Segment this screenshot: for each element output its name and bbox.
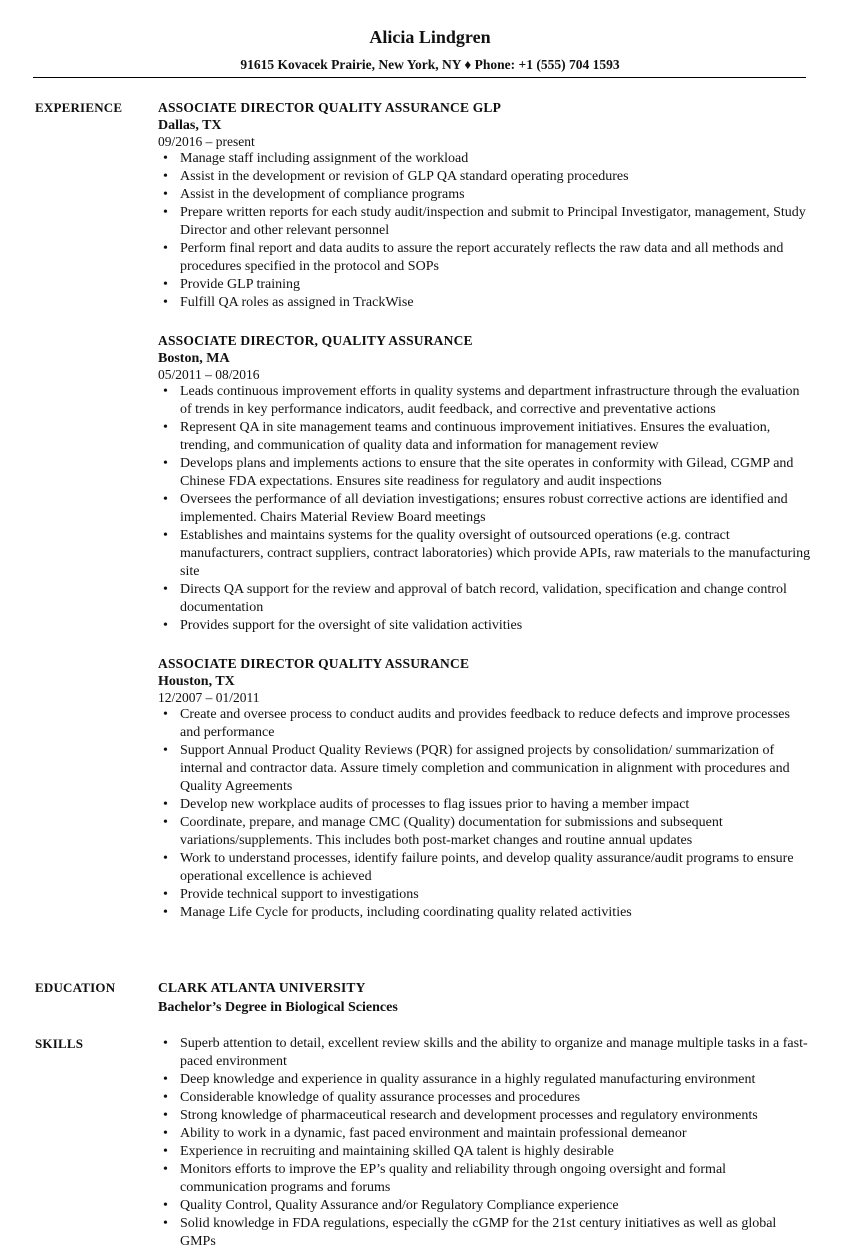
bullet-item: • Leads continuous improvement efforts in quality systems and department infrastructure through the evaluation of trends in key performance indicators, audit feedback, and corrective and preventative actions <box>158 383 813 419</box>
skill-item: • Deep knowledge and experience in quality assurance in a highly regulated manufacturing environment <box>158 1071 813 1089</box>
job-bullets <box>158 150 813 312</box>
bullet-item: • Coordinate, prepare, and manage CMC (Quality) documentation for submissions and subsequent variations/supplements. This includes both post-market changes and routine annual updates <box>158 814 813 850</box>
bullet-item: • Directs QA support for the review and approval of batch record, validation, specification and change control documentation <box>158 581 813 617</box>
bullet-item: • Oversees the performance of all deviation investigations; ensures robust corrective actions are identified and implemented. Chairs Material Review Board meetings <box>158 491 813 527</box>
skill-item: • Monitors efforts to improve the EP’s quality and reliability through ongoing oversight and formal communication programs and forums <box>158 1161 813 1197</box>
skill-item: • Solid knowledge in FDA regulations, especially the cGMP for the 21st century initiatives as well as global GMPs <box>158 1215 813 1251</box>
job-entry <box>158 99 813 312</box>
education-label: EDUCATION <box>35 980 116 995</box>
job-title: ASSOCIATE DIRECTOR QUALITY ASSURANCE <box>158 656 470 671</box>
bullet-item: • Support Annual Product Quality Reviews (PQR) for assigned projects by consolidation/ summarization of internal and contractor data. Assure timely completion and communication in alignment with procedures and Quality Agreements <box>158 742 813 796</box>
contact-line: 91615 Kovacek Prairie, New York, NY ♦ Phone: +1 (555) 704 1593 <box>240 57 620 72</box>
job-dates: 12/2007 – 01/2011 <box>158 690 260 705</box>
bullet-item: • Represent QA in site management teams and continuous improvement initiatives. Ensures the evaluation, trending, and communication of quality data and information for management review <box>158 419 813 455</box>
skill-item: • Considerable knowledge of quality assurance processes and procedures <box>158 1089 813 1107</box>
bullet-item: • Provides support for the oversight of site validation activities <box>158 617 813 635</box>
bullet-item: • Provide GLP training <box>158 276 813 294</box>
job-title: ASSOCIATE DIRECTOR QUALITY ASSURANCE GLP <box>158 100 502 115</box>
candidate-name: Alicia Lindgren <box>369 27 491 47</box>
skills-body <box>158 1035 813 1251</box>
skill-item: • Quality Control, Quality Assurance and/or Regulatory Compliance experience <box>158 1197 813 1215</box>
experience-body <box>158 99 813 942</box>
job-bullets <box>158 706 813 922</box>
bullet-item: • Create and oversee process to conduct audits and provides feedback to reduce defects and improve processes and performance <box>158 706 813 742</box>
job-bullets <box>158 383 813 635</box>
skills-list <box>158 1035 813 1251</box>
bullet-item: • Manage Life Cycle for products, including coordinating quality related activities <box>158 904 813 922</box>
job-title: ASSOCIATE DIRECTOR, QUALITY ASSURANCE <box>158 333 473 348</box>
degree: Bachelor’s Degree in Biological Sciences <box>158 1000 398 1015</box>
job-dates: 05/2011 – 08/2016 <box>158 367 260 382</box>
job-location: Houston, TX <box>158 674 235 689</box>
bullet-item: • Provide technical support to investigations <box>158 886 813 904</box>
resume-header <box>0 0 860 74</box>
skill-item: • Strong knowledge of pharmaceutical research and development processes and regulatory environments <box>158 1107 813 1125</box>
job-dates: 09/2016 – present <box>158 134 255 149</box>
education-body <box>158 979 813 1017</box>
school-name: CLARK ATLANTA UNIVERSITY <box>158 980 366 995</box>
bullet-item: • Prepare written reports for each study audit/inspection and submit to Principal Investigator, management, Study Director and other relevant personnel <box>158 204 813 240</box>
skill-item: • Ability to work in a dynamic, fast paced environment and maintain professional demeanor <box>158 1125 813 1143</box>
job-entry <box>158 332 813 635</box>
experience-label: EXPERIENCE <box>35 100 123 115</box>
header-divider <box>33 77 806 78</box>
job-location: Dallas, TX <box>158 118 222 133</box>
skill-item: • Experience in recruiting and maintaining skilled QA talent is highly desirable <box>158 1143 813 1161</box>
bullet-item: • Develops plans and implements actions to ensure that the site operates in conformity with Gilead, CGMP and Chinese FDA expectations. Ensures site readiness for regulatory and audit inspections <box>158 455 813 491</box>
bullet-item: • Fulfill QA roles as assigned in TrackWise <box>158 294 813 312</box>
bullet-item: • Work to understand processes, identify failure points, and develop quality assurance/audit programs to ensure operational excellence is achieved <box>158 850 813 886</box>
bullet-item: • Manage staff including assignment of the workload <box>158 150 813 168</box>
skill-item: • Superb attention to detail, excellent review skills and the ability to organize and manage multiple tasks in a fast-paced environment <box>158 1035 813 1071</box>
bullet-item: • Assist in the development or revision of GLP QA standard operating procedures <box>158 168 813 186</box>
bullet-item: • Establishes and maintains systems for the quality oversight of outsourced operations (e.g. contract manufacturers, contract suppliers, contract laboratories) which provide APIs, raw materials to the manufacturing site <box>158 527 813 581</box>
bullet-item: • Assist in the development of compliance programs <box>158 186 813 204</box>
job-entry <box>158 655 813 922</box>
skills-label: SKILLS <box>35 1036 84 1051</box>
job-location: Boston, MA <box>158 351 230 366</box>
bullet-item: • Develop new workplace audits of processes to flag issues prior to having a member impact <box>158 796 813 814</box>
bullet-item: • Perform final report and data audits to assure the report accurately reflects the raw data and all methods and procedures specified in the protocol and SOPs <box>158 240 813 276</box>
